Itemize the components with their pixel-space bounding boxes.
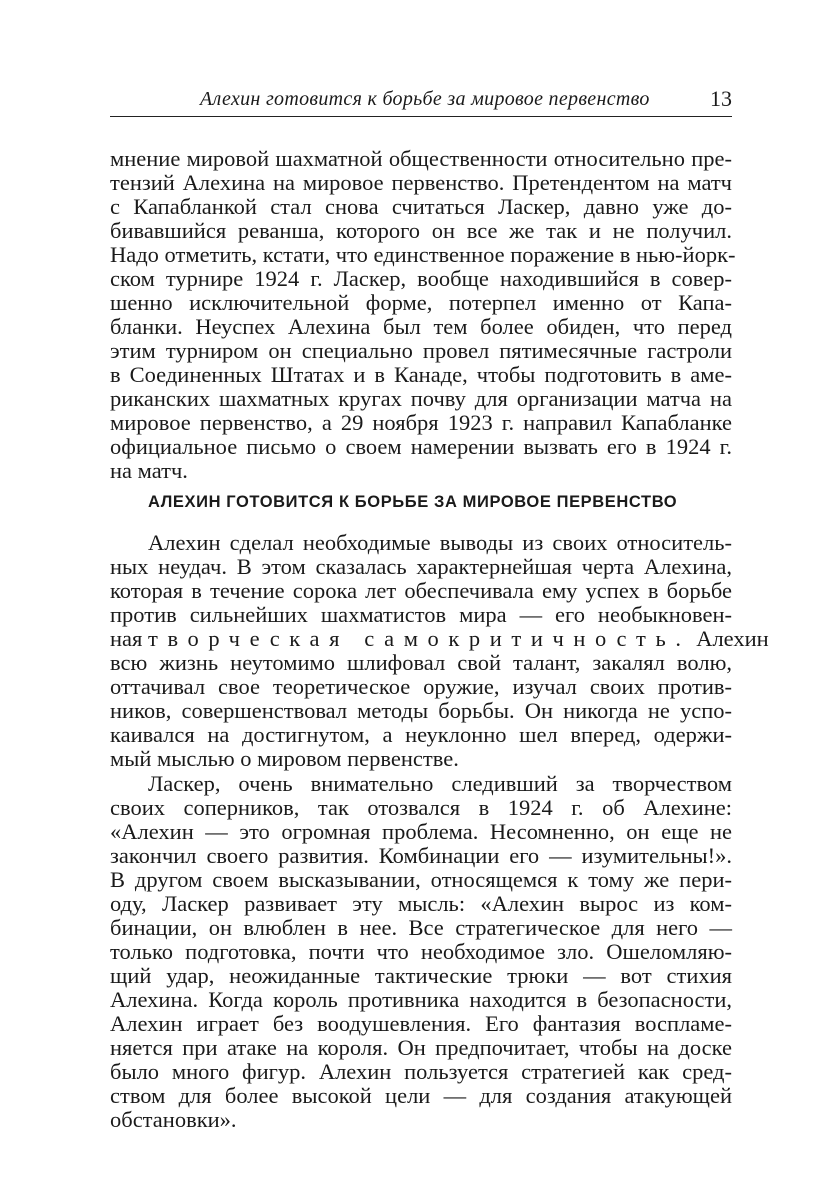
- header-rule: [110, 116, 732, 117]
- text-line: мировое первенство, а 29 ноября 1923 г. направил Капабланке: [110, 410, 732, 435]
- text-line: бинации, он влюблен в нее. Все стратегическое для него —: [110, 915, 732, 940]
- text-line: с Капабланкой стал снова считаться Ласкер, давно уже до-: [110, 194, 732, 219]
- text-line: бланки. Неуспех Алехина был тем более обиден, что перед: [110, 314, 732, 339]
- section-heading: АЛЕХИН ГОТОВИТСЯ К БОРЬБЕ ЗА МИРОВОЕ ПЕРВЕНСТВО: [148, 493, 678, 511]
- text-line: Надо отметить, кстати, что единственное поражение в нью-йорк-: [110, 242, 736, 267]
- running-header: [110, 88, 732, 120]
- text-line: этим турниром он специально провел пятимесячные гастроли: [110, 338, 732, 363]
- text-line: обстановки».: [110, 1107, 237, 1132]
- text-line: ных неудач. В этом сказалась характернейшая черта Алехина,: [110, 554, 732, 579]
- text-line: было много фигур. Алехин пользуется стратегией как сред-: [110, 1059, 732, 1084]
- text-line: ством для более высокой цели — для создания атакующей: [110, 1083, 732, 1108]
- text-line: закончил своего развития. Комбинации его — изумительны!».: [110, 843, 732, 868]
- text-line: ников, совершенствовал методы борьбы. Он никогда не успо-: [110, 698, 732, 723]
- spaced-emphasis: творческая самокритичность.: [148, 626, 691, 651]
- text-line: тензий Алехина на мировое первенство. Претендентом на матч: [110, 170, 732, 195]
- text-line: Ласкер, очень внимательно следивший за творчеством: [148, 771, 732, 796]
- text-line: ском турнире 1924 г. Ласкер, вообще находившийся в совер-: [110, 266, 732, 291]
- text-line: всю жизнь неутомимо шлифовал свой талант, закалял волю,: [110, 650, 732, 675]
- text-line: риканских шахматных кругах почву для организации матча на: [110, 386, 732, 411]
- text-line: бивавшийся реванша, которого он все же так и не получил.: [110, 218, 732, 243]
- text-line: на матч.: [110, 458, 188, 483]
- text-line: в Соединенных Штатах и в Канаде, чтобы подготовить в аме-: [110, 362, 732, 387]
- text-segment: Алехин: [696, 626, 769, 651]
- text-line: «Алехин — это огромная проблема. Несомненно, он еще не: [110, 819, 732, 844]
- text-line: щий удар, неожиданные тактические трюки — вот стихия: [110, 963, 732, 988]
- text-line: официальное письмо о своем намерении вызвать его в 1924 г.: [110, 434, 732, 459]
- text-line: няется при атаке на короля. Он предпочитает, чтобы на доске: [110, 1035, 732, 1060]
- text-line: В другом своем высказывании, относящемся к тому же пери-: [110, 867, 732, 892]
- text-line: оттачивал свое теоретическое оружие, изучал своих против-: [110, 674, 732, 699]
- text-line: оду, Ласкер развивает эту мысль: «Алехин вырос из ком-: [110, 891, 732, 916]
- text-segment: ная: [110, 626, 143, 651]
- page-number: 13: [710, 86, 732, 111]
- text-line: только подготовка, почти что необходимое зло. Ошеломляю-: [110, 939, 732, 964]
- text-line: мый мыслью о мировом первенстве.: [110, 746, 459, 771]
- text-line: Алехин играет без воодушевления. Его фантазия воспламе-: [110, 1011, 732, 1036]
- text-line: против сильнейших шахматистов мира — его необыкновен-: [110, 602, 732, 627]
- text-line: Алехина. Когда король противника находится в безопасности,: [110, 987, 732, 1012]
- text-line: Алехин сделал необходимые выводы из своих относитель-: [148, 530, 732, 555]
- text-line: шенно исключительной форме, потерпел именно от Капа-: [110, 290, 732, 315]
- text-line: мнение мировой шахматной общественности относительно пре-: [110, 146, 732, 171]
- text-line: своих соперников, так отозвался в 1924 г. об Алехине:: [110, 795, 732, 820]
- text-line: которая в течение сорока лет обеспечивала ему успех в борьбе: [110, 578, 732, 603]
- text-line: каивался на достигнутом, а неуклонно шел вперед, одержи-: [110, 722, 732, 747]
- text-line-spaced: [110, 626, 769, 652]
- running-title: Алехин готовится к борьбе за мировое первенство: [200, 88, 650, 110]
